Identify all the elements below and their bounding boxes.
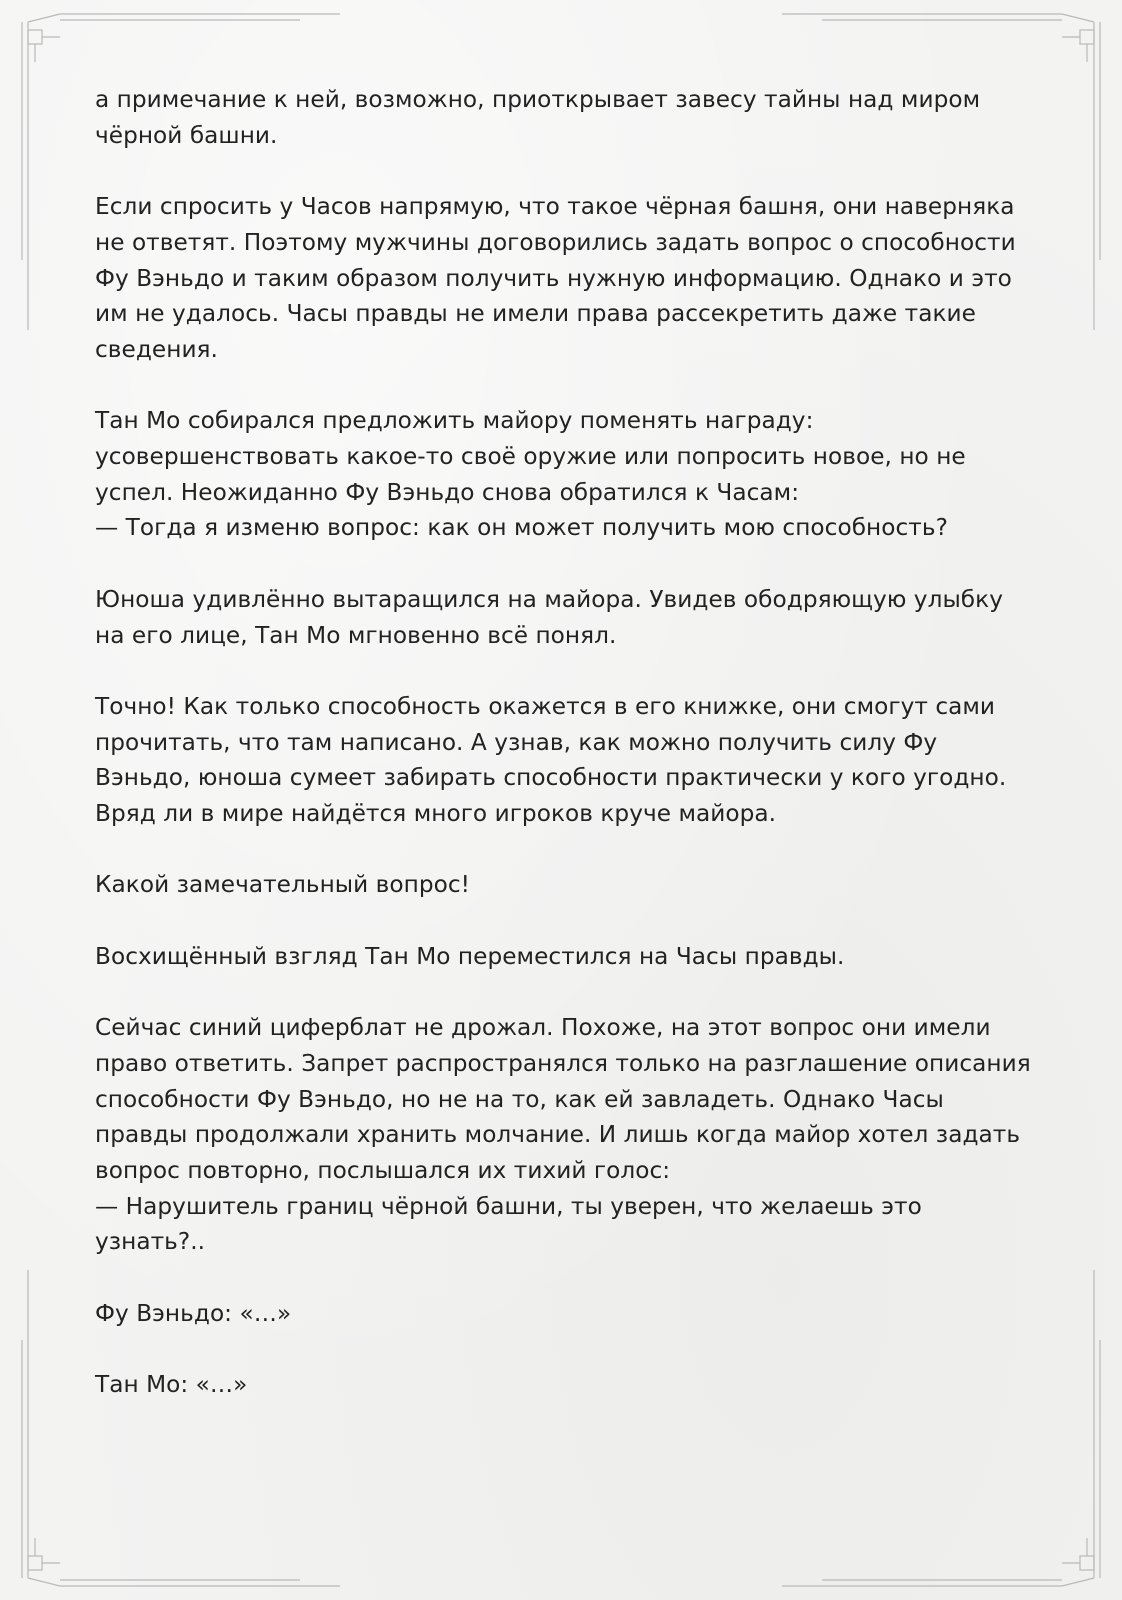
text-line: не ответят. Поэтому мужчины договорились задать вопрос о способности [95,228,1016,256]
paragraph-3 [95,403,1035,546]
text-line: Восхищённый взгляд Тан Мо переместился на Часы правды. [95,942,845,970]
text-line: им не удалось. Часы правды не имели права рассекретить даже такие [95,300,976,328]
paragraph-1 [95,82,1035,153]
text-line: правды продолжали хранить молчание. И лишь когда майор хотел задать [95,1121,1021,1149]
text-line: чёрной башни. [95,121,278,149]
chapter-text [95,82,1035,1439]
dialogue-line: узнать?.. [95,1228,206,1256]
dialogue-line: — Нарушитель границ чёрной башни, ты уверен, что желаешь это [95,1192,922,1220]
paragraph-5 [95,689,1035,832]
dialogue-line: — Тогда я изменю вопрос: как он может получить мою способность? [95,514,948,542]
text-line: Фу Вэньдо и таким образом получить нужную информацию. Однако и это [95,264,1012,292]
text-line: Тан Мо: «…» [95,1371,248,1399]
text-line: сведения. [95,335,218,363]
text-line: Сейчас синий циферблат не дрожал. Похоже, на этот вопрос они имели [95,1014,991,1042]
text-line: а примечание к ней, возможно, приоткрывает завесу тайны над миром [95,86,981,113]
text-line: Точно! Как только способность окажется в его книжке, они смогут сами [95,692,996,720]
text-line: на его лице, Тан Мо мгновенно всё понял. [95,621,617,649]
paragraph-2 [95,189,1035,368]
text-line: Если спросить у Часов напрямую, что такое чёрная башня, они наверняка [95,193,1015,221]
text-line: Тан Мо собирался предложить майору поменять награду: [95,407,814,435]
paragraph-9 [95,1296,1035,1332]
text-line: прочитать, что там написано. А узнав, как можно получить силу Фу [95,728,938,756]
paragraph-10 [95,1367,1035,1403]
text-line: Вряд ли в мире найдётся много игроков круче майора. [95,800,777,827]
text-line: способности Фу Вэньдо, но не на то, как ей завладеть. Однако Часы [95,1085,944,1113]
text-line: право ответить. Запрет распространялся только на разглашение описания [95,1049,1031,1077]
text-line: успел. Неожиданно Фу Вэньдо снова обратился к Часам: [95,478,800,506]
paragraph-6 [95,867,1035,903]
paragraph-8 [95,1010,1035,1260]
text-line: Юноша удивлённо вытаращился на майора. Увидев ободряющую улыбку [95,585,1003,613]
text-line: усовершенствовать какое-то своё оружие или попросить новое, но не [95,443,966,470]
text-line: Вэньдо, юноша сумеет забирать способности практически у кого угодно. [95,764,1007,792]
paragraph-7 [95,939,1035,975]
paragraph-4 [95,582,1035,653]
text-line: вопрос повторно, послышался их тихий голос: [95,1156,671,1184]
text-line: Фу Вэньдо: «…» [95,1299,292,1327]
text-line: Какой замечательный вопрос! [95,871,470,899]
